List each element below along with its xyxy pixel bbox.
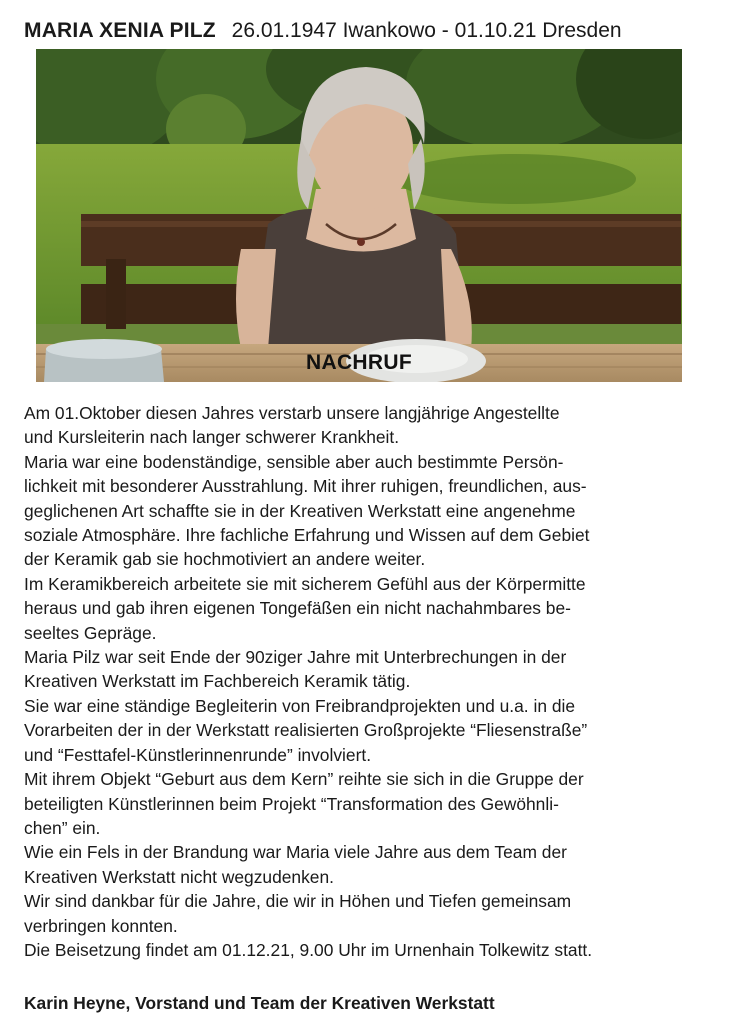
- text-line: beteiligten Künstlerinnen beim Projekt “Transformation des Gewöhnli-: [24, 793, 559, 814]
- obituary-text: [24, 401, 716, 962]
- text-line: und Kursleiterin nach langer schwerer Krankheit.: [24, 427, 400, 448]
- portrait-photo: [36, 49, 682, 382]
- text-line: verbringen konnten.: [24, 915, 178, 936]
- text-line: Die Beisetzung findet am 01.12.21, 9.00 Uhr im Urnenhain Tolkewitz statt.: [24, 939, 593, 960]
- deceased-name: MARIA XENIA PILZ: [24, 19, 216, 42]
- text-line: Maria Pilz war seit Ende der 90ziger Jahre mit Unterbrechungen in der: [24, 647, 567, 668]
- signature: Karin Heyne, Vorstand und Team der Kreativen Werkstatt: [24, 993, 495, 1013]
- text-line: geglichenen Art schaffte sie in der Kreativen Werkstatt eine angenehme: [24, 500, 576, 521]
- text-line: Am 01.Oktober diesen Jahres verstarb unsere langjährige Angestellte: [24, 403, 560, 423]
- photo-illustration: [36, 49, 682, 382]
- text-line: lichkeit mit besonderer Ausstrahlung. Mit ihrer ruhigen, freundlichen, aus-: [24, 476, 587, 497]
- page-header: [24, 18, 724, 44]
- text-line: heraus und gab ihren eigenen Tongefäßen ein nicht nachahmbares be-: [24, 598, 571, 619]
- text-line: Sie war eine ständige Begleiterin von Freibrandprojekten und u.a. in die: [24, 695, 576, 716]
- text-line: chen” ein.: [24, 817, 101, 838]
- obituary-label: NACHRUF: [306, 351, 412, 374]
- text-line: und “Festtafel-Künstlerinnenrunde” involviert.: [24, 744, 372, 765]
- text-line: Kreativen Werkstatt im Fachbereich Keramik tätig.: [24, 671, 411, 692]
- text-line: Vorarbeiten der in der Werkstatt realisierten Großprojekte “Fliesenstraße”: [24, 720, 588, 741]
- life-dates: 26.01.1947 Iwankowo - 01.10.21 Dresden: [231, 19, 622, 42]
- text-line: soziale Atmosphäre. Ihre fachliche Erfahrung und Wissen auf dem Gebiet: [24, 525, 590, 546]
- text-line: Mit ihrem Objekt “Geburt aus dem Kern” reihte sie sich in die Gruppe der: [24, 769, 584, 790]
- text-line: Im Keramikbereich arbeitete sie mit sicherem Gefühl aus der Körpermitte: [24, 573, 586, 594]
- text-line: Wir sind dankbar für die Jahre, die wir in Höhen und Tiefen gemeinsam: [24, 891, 572, 912]
- text-line: seeltes Gepräge.: [24, 622, 157, 643]
- text-line: Maria war eine bodenständige, sensible aber auch bestimmte Persön-: [24, 451, 564, 472]
- text-line: Kreativen Werkstatt nicht wegzudenken.: [24, 866, 334, 887]
- text-line: der Keramik gab sie hochmotiviert an andere weiter.: [24, 549, 426, 570]
- text-line: Wie ein Fels in der Brandung war Maria viele Jahre aus dem Team der: [24, 842, 567, 863]
